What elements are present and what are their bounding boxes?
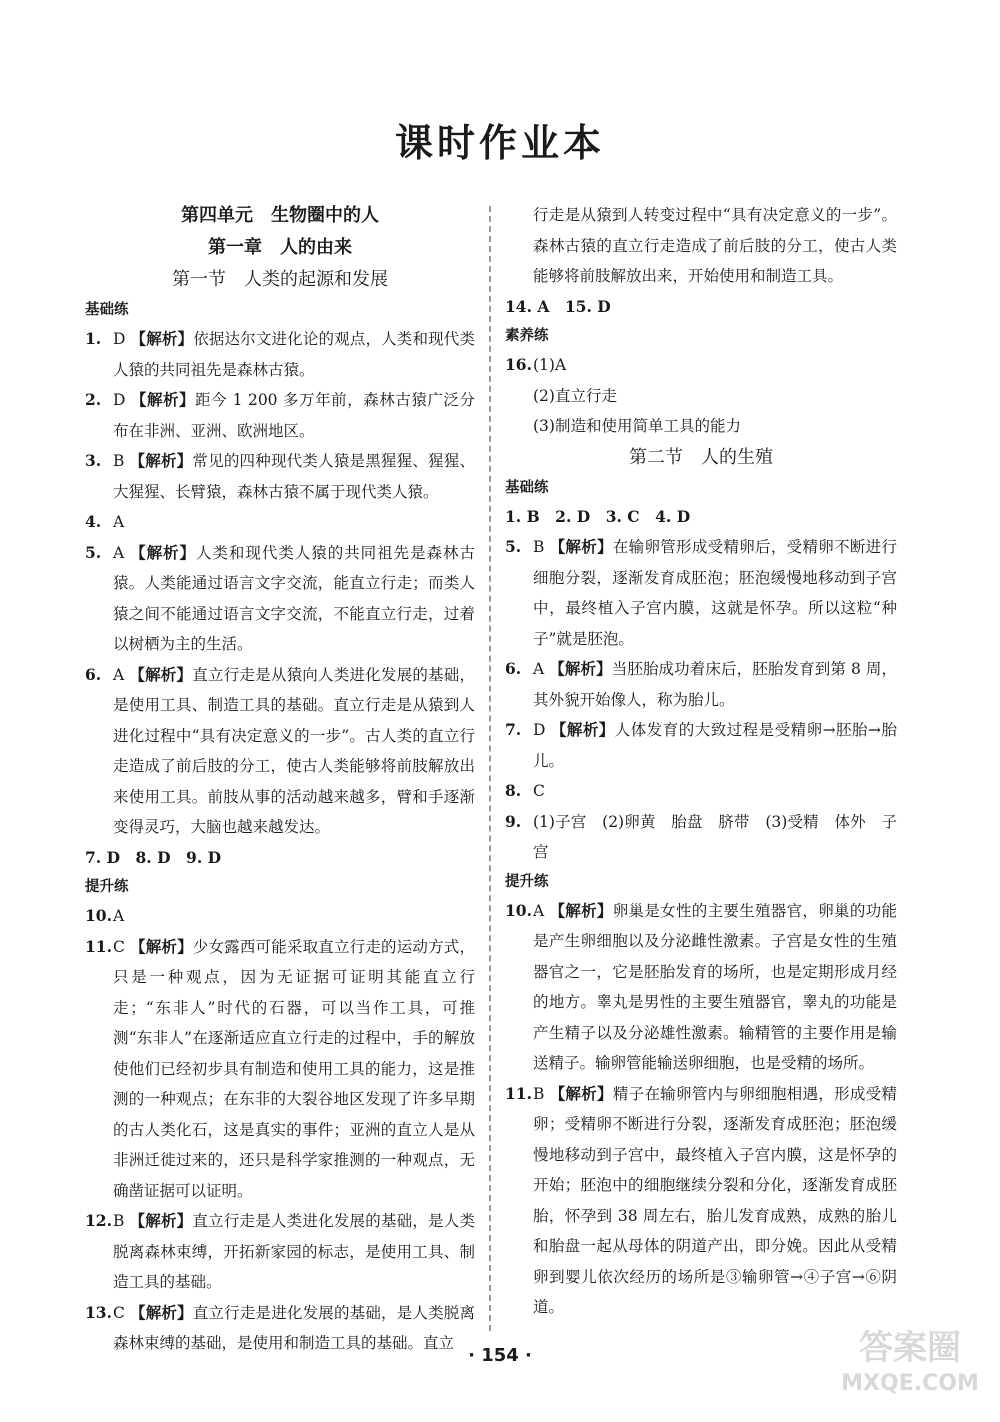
question-number: 4. — [85, 512, 102, 531]
answer-body: B 【解析】常见的四种现代类人猿是黑猩猩、猩猩、大猩猩、长臂猿，森林古猿不属于现代类人猿。 — [113, 451, 475, 501]
answer-item — [85, 446, 475, 507]
question-number: 13. — [85, 1302, 112, 1322]
answer-body: A 【解析】人类和现代类人猿的共同祖先是森林古猿。人类能通过语言文字交流，能直立行走；而类人猿之间不能通过语言文字交流，不能直立行走，过着以树栖为主的生活。 — [113, 542, 475, 653]
answer-body: B 【解析】在输卵管形成受精卵后，受精卵不断进行细胞分裂，逐渐发育成胚泡；胚泡缓慢地移动到子宫中，最终植入子宫内膜，这就是怀孕。所以这粒“种子”就是胚泡。 — [533, 537, 897, 648]
answer-body: D 【解析】距今 1 200 多万年前，森林古猿广泛分布在非洲、亚洲、欧洲地区。 — [113, 390, 475, 440]
page-number: · 154 · — [468, 1345, 532, 1366]
left-column — [85, 200, 475, 1359]
answer-item — [505, 1079, 897, 1323]
answer-item — [85, 660, 475, 843]
question-number: 11. — [505, 1083, 532, 1103]
unit-heading: 第四单元 生物圈中的人 — [181, 205, 379, 226]
answer-item — [85, 843, 475, 874]
section-heading: 第一节 人类的起源和发展 — [172, 269, 388, 290]
answer-item — [505, 715, 897, 776]
question-number: 2. — [85, 390, 102, 409]
answer-item — [505, 532, 897, 654]
answer-item — [505, 776, 897, 807]
answer-body: D 【解析】人体发育的大致过程是受精卵→胚胎→胎儿。 — [533, 720, 897, 770]
basic-practice-label: 基础练 — [85, 302, 129, 318]
answer-item — [505, 502, 897, 533]
question-number: 6. — [85, 664, 102, 684]
chapter-heading: 第一章 人的由来 — [208, 237, 352, 258]
answer-item — [85, 538, 475, 660]
answer-item — [85, 932, 475, 1207]
answer-body: B 【解析】直立行走是人类进化发展的基础，是人类脱离森林束缚，开拓新家园的标志，是使用工具、制造工具的基础。 — [113, 1211, 475, 1291]
answer-group: 1. B 2. D 3. C 4. D — [505, 506, 691, 526]
answer-body: B 【解析】精子在输卵管内与卵细胞相遇，形成受精卵；受精卵不断进行分裂，逐渐发育成胚泡；胚泡缓慢地移动到子宫中，最终植入子宫内膜，这是怀孕的开始；胚泡中的细胞继续分裂和分化，逐渐发育成胚胎，怀孕到 38 周左右，胎儿发育成熟，成熟的胎儿和胎盘一起从母体的阴道产出，即分娩。因此从受精卵到婴儿依次经历的场所是③输卵管→④子宫→⑥阴道。 — [533, 1083, 897, 1316]
basic-practice-label: 基础练 — [505, 479, 549, 496]
question-number: 10. — [85, 906, 112, 925]
question-number: 5. — [505, 537, 522, 556]
page-title: 课时作业本 — [394, 121, 605, 165]
answer-item — [85, 901, 475, 932]
answer-subpart: (3)制造和使用简单工具的能力 — [533, 417, 741, 435]
answer-subpart: (2)直立行走 — [533, 386, 617, 405]
question-number: 7. — [505, 720, 522, 739]
answer-body: (1)A — [533, 356, 567, 374]
question-number: 12. — [85, 1211, 112, 1230]
answer-group: 7. D 8. D 9. D — [85, 847, 222, 867]
answer-body: (1)子宫 (2)卵黄 胎盘 脐带 (3)受精 体外 子宫 — [533, 812, 897, 861]
answer-item — [85, 385, 475, 446]
question-number: 6. — [505, 659, 522, 678]
answer-body: A 【解析】当胚胎成功着床后，胚胎发育到第 8 周，其外貌开始像人，称为胎儿。 — [533, 659, 897, 709]
watermark-logo — [840, 1327, 980, 1407]
column-divider — [489, 206, 491, 1331]
answer-item — [85, 1206, 475, 1298]
watermark-top: 答案圈 — [859, 1328, 961, 1368]
answer-item — [85, 507, 475, 538]
answer-body: C 【解析】少女露西可能采取直立行走的运动方式，只是一种观点，因为无证据可证明其能直立行走；“东非人”时代的石器，可以当作工具，可推测“东非人”在逐渐适应直立行走的过程中，手的解放使他们已经初步具有制造和使用工具的能力，这是推测的一种观点；在东非的大裂谷地区发现了许多早期的古人类化石，这是真实的事件；亚洲的直立人是从非洲迁徙过来的，还只是科学家推测的一种观点，无确凿证据可以证明。 — [113, 936, 475, 1200]
section-heading: 第二节 人的生殖 — [629, 446, 773, 468]
answer-body: A — [113, 513, 125, 531]
advanced-practice-label: 提升练 — [505, 873, 549, 890]
right-column — [505, 200, 897, 1323]
question-number: 8. — [505, 781, 522, 800]
question-number: 16. — [505, 355, 532, 374]
answer-body: C 【解析】直立行走是进化发展的基础，是人类脱离森林束缚的基础，是使用和制造工具的基础。直立 — [113, 1302, 475, 1352]
answer-body: A 【解析】卵巢是女性的主要生殖器官，卵巢的功能是产生卵细胞以及分泌雌性激素。子宫是女性的生殖器官之一，它是胚胎发育的场所，也是定期形成月经的地方。睾丸是男性的主要生殖器官，睾丸的功能是产生精子以及分泌雄性激素。输精管的主要作用是输送精子。输卵管能输送卵细胞，也是受精的场所。 — [533, 900, 897, 1072]
question-number: 5. — [85, 542, 102, 562]
question-number: 9. — [505, 811, 522, 831]
question-number: 1. — [85, 329, 102, 348]
advanced-practice-label: 提升练 — [85, 879, 129, 895]
answer-group: 14. A 15. D — [505, 296, 611, 316]
answer-item — [505, 896, 897, 1079]
answer-body: A 【解析】直立行走是从猿向人类进化发展的基础，是使用工具、制造工具的基础。直立行走是从猿到人进化过程中“具有决定意义的一步”。古人类的直立行走造成了前后肢的分工，使古人类能够将前肢解放出来使用工具。前肢从事的活动越来越多，臂和手逐渐变得灵巧，大脑也越来越发达。 — [113, 664, 475, 836]
answer-item — [505, 350, 897, 381]
question-number: 3. — [85, 451, 102, 470]
answer-body: D 【解析】依据达尔文进化论的观点，人类和现代类人猿的共同祖先是森林古猿。 — [113, 329, 475, 379]
answer-item — [505, 654, 897, 715]
answer-body: C — [533, 782, 545, 800]
question-number: 10. — [505, 900, 532, 920]
watermark-bottom: MXQE.COM — [841, 1371, 979, 1396]
answer-item — [505, 807, 897, 868]
answer-body: A — [113, 907, 125, 925]
answer-continuation: 行走是从猿到人转变过程中“具有决定意义的一步”。森林古猿的直立行走造成了前后肢的分工，使古人类能够将前肢解放出来，开始使用和制造工具。 — [533, 206, 897, 285]
literacy-practice-label: 素养练 — [505, 328, 549, 344]
question-number: 11. — [85, 936, 112, 956]
answer-item — [85, 324, 475, 385]
answer-item — [505, 292, 897, 323]
